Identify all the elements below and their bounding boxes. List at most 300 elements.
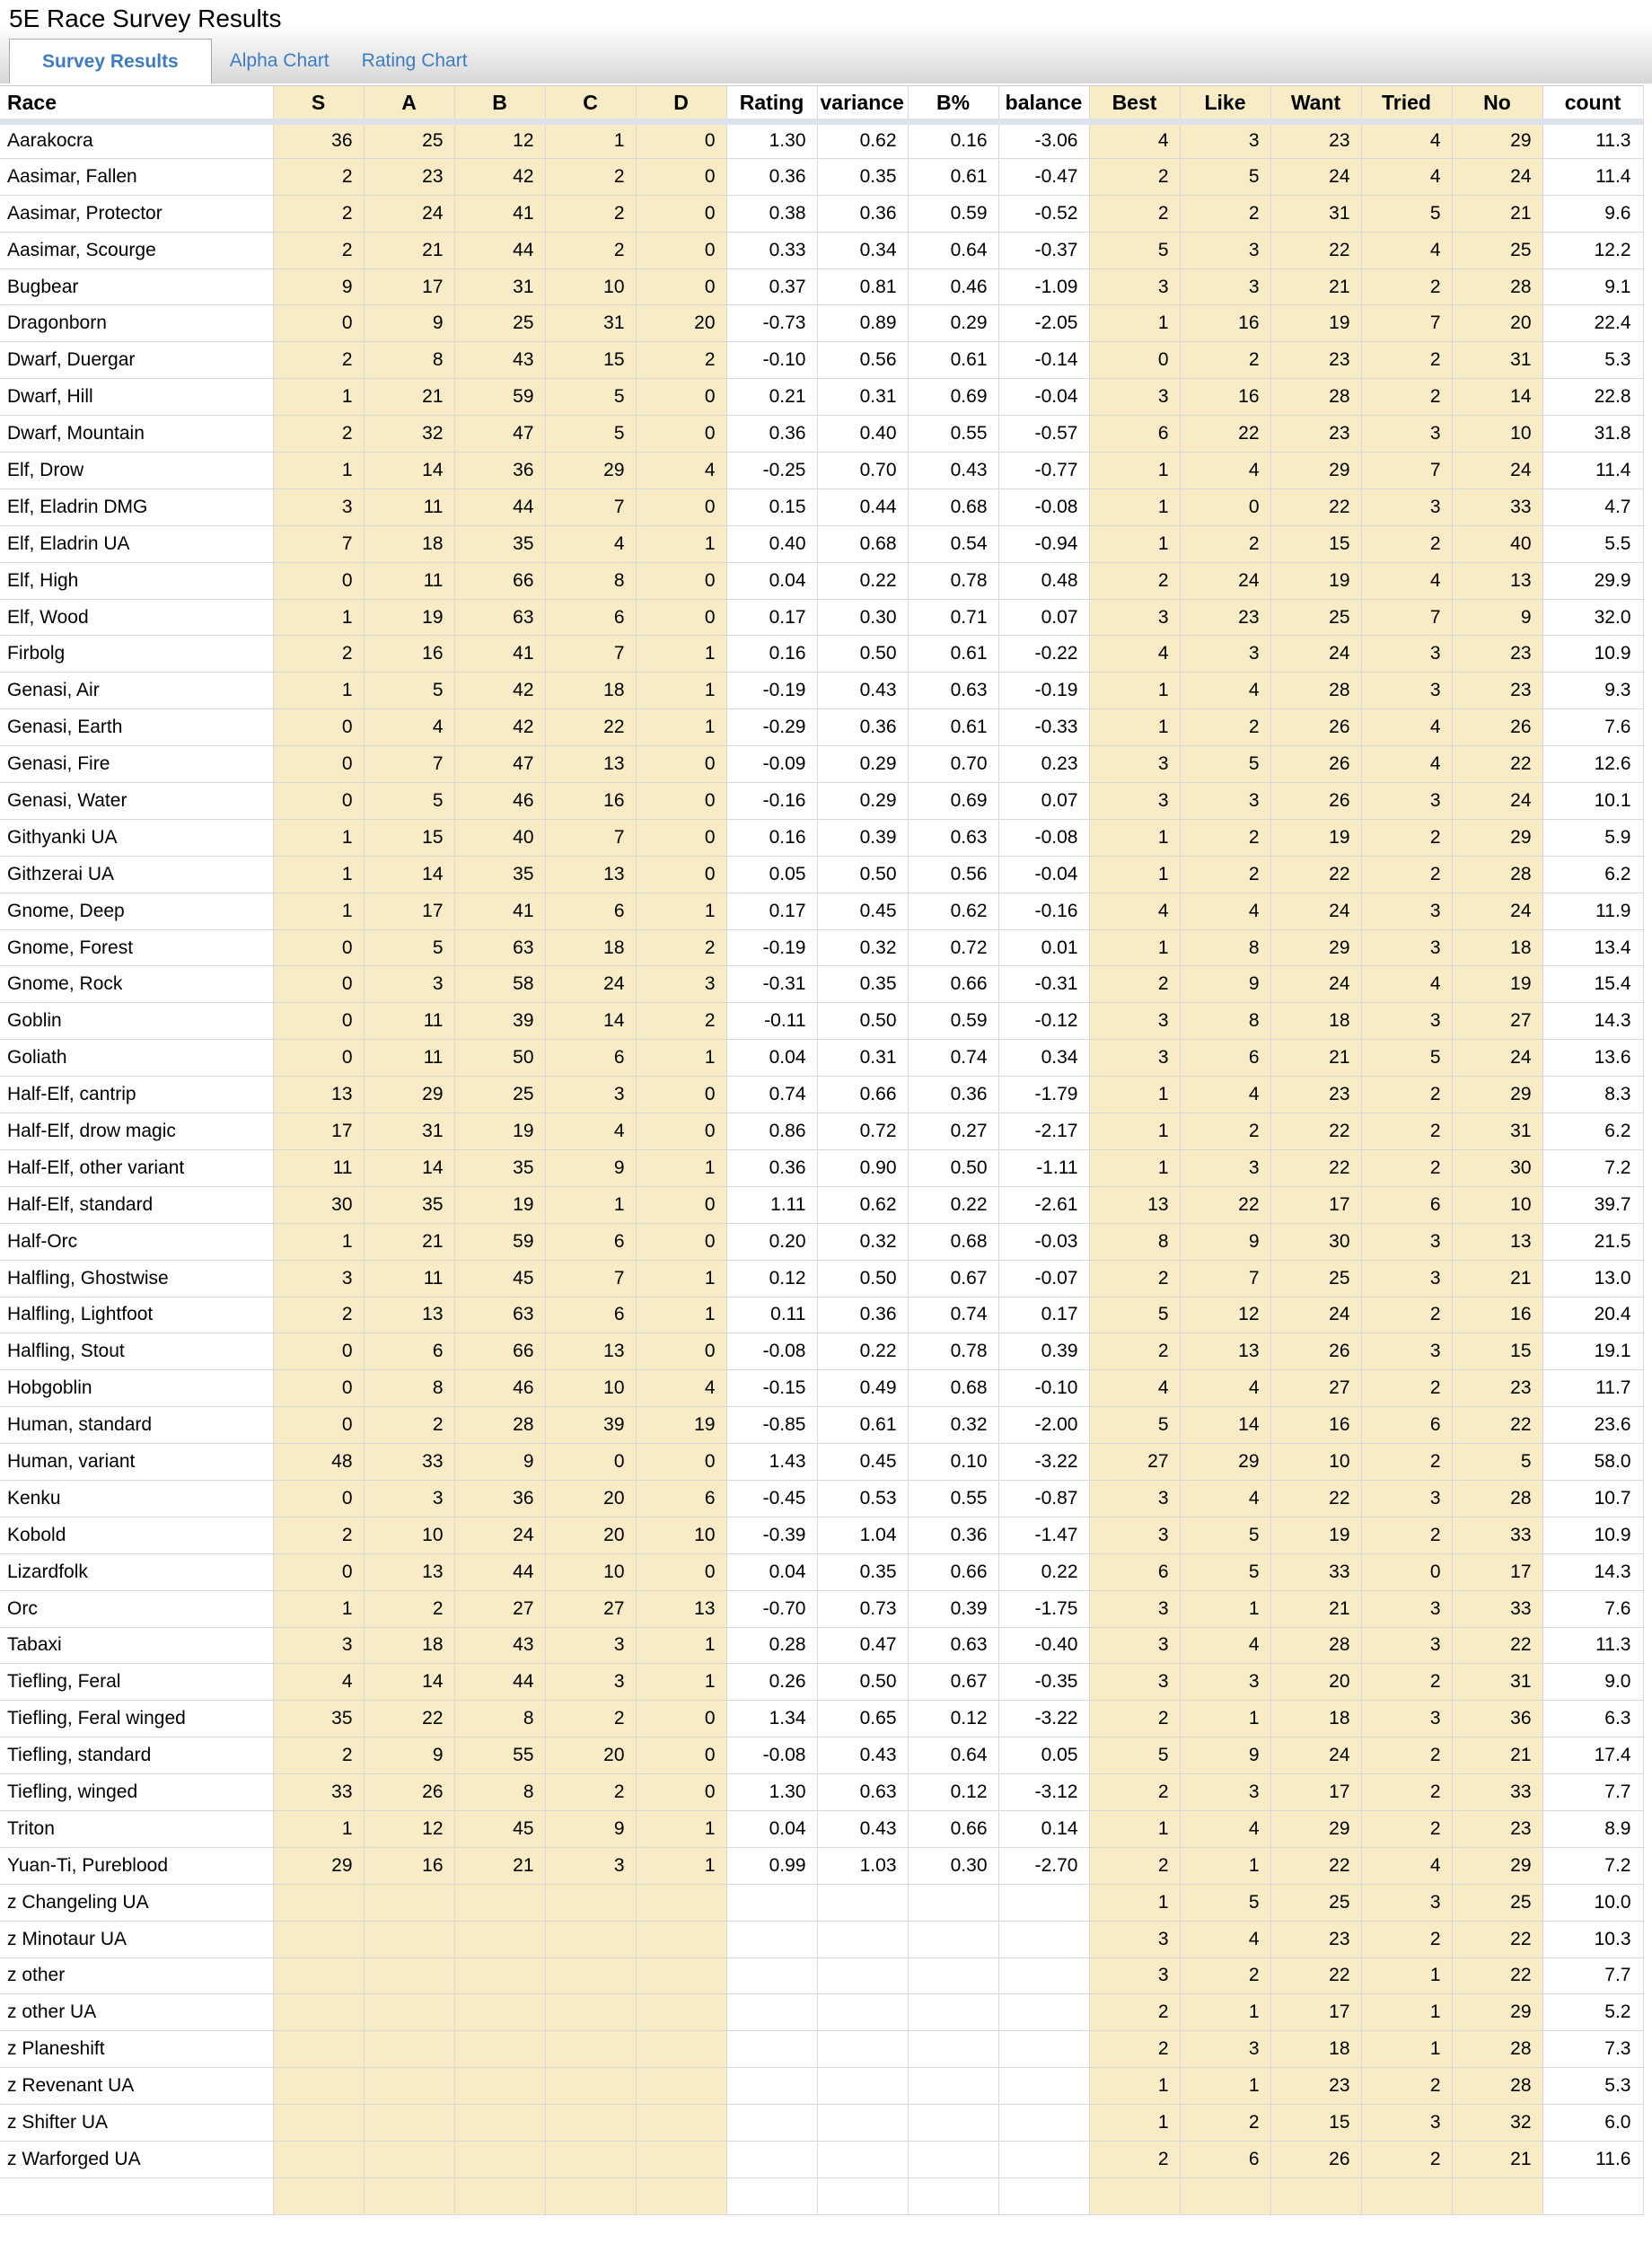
value-cell: 0.34 (998, 1040, 1089, 1077)
value-cell: 0 (636, 1553, 726, 1590)
value-cell: 4 (1361, 746, 1452, 783)
race-cell: Aarakocra (0, 122, 273, 159)
value-cell: 24 (364, 195, 454, 232)
value-cell (998, 1884, 1089, 1921)
value-cell: 0.43 (817, 1737, 908, 1774)
value-cell: -0.57 (998, 416, 1089, 453)
value-cell: 0.50 (817, 856, 908, 893)
table-row (0, 1003, 1643, 1040)
value-cell: 1 (1089, 525, 1180, 562)
value-cell (908, 1921, 998, 1957)
value-cell: 17 (273, 1113, 364, 1150)
value-cell (364, 2141, 454, 2177)
race-cell: Kobold (0, 1517, 273, 1553)
value-cell: 0.90 (817, 1149, 908, 1186)
value-cell: 0 (636, 232, 726, 268)
value-cell: -0.94 (998, 525, 1089, 562)
value-cell: 2 (273, 636, 364, 673)
value-cell: 0 (273, 746, 364, 783)
value-cell: 4 (1180, 1077, 1270, 1113)
value-cell: 8 (364, 342, 454, 379)
value-cell: -1.09 (998, 268, 1089, 305)
value-cell: 0 (273, 1333, 364, 1370)
table-row (0, 1113, 1643, 1150)
value-cell: 35 (454, 1149, 545, 1186)
value-cell: 31 (1452, 1113, 1542, 1150)
table-row (0, 1333, 1643, 1370)
value-cell: 5 (1361, 1040, 1452, 1077)
value-cell: 36 (454, 1480, 545, 1517)
value-cell: 5 (364, 929, 454, 966)
value-cell: 0.48 (998, 562, 1089, 599)
value-cell: 23 (1452, 636, 1542, 673)
value-cell: 42 (454, 673, 545, 709)
value-cell: 9.1 (1542, 268, 1643, 305)
column-header-balance: balance (998, 86, 1089, 122)
value-cell: 0.36 (817, 195, 908, 232)
value-cell (364, 1994, 454, 2031)
value-cell: 44 (454, 1553, 545, 1590)
value-cell: -0.37 (998, 232, 1089, 268)
value-cell: 22 (1270, 1480, 1361, 1517)
value-cell: 4 (1361, 966, 1452, 1003)
value-cell: 4 (1180, 1370, 1270, 1407)
value-cell: 1 (273, 893, 364, 929)
value-cell: -0.10 (726, 342, 817, 379)
value-cell: 22 (1270, 232, 1361, 268)
value-cell: 0.71 (908, 599, 998, 636)
value-cell (636, 2068, 726, 2105)
value-cell: 0.35 (817, 1553, 908, 1590)
top-bar (0, 0, 1652, 84)
value-cell: 36 (1452, 1701, 1542, 1737)
value-cell: 13 (1452, 562, 1542, 599)
value-cell: 19.1 (1542, 1333, 1643, 1370)
value-cell: 63 (454, 929, 545, 966)
value-cell (545, 2141, 636, 2177)
value-cell: 28 (1452, 1480, 1542, 1517)
value-cell (817, 2031, 908, 2068)
value-cell: -0.29 (726, 709, 817, 746)
value-cell: 11 (364, 488, 454, 525)
value-cell: 63 (454, 599, 545, 636)
value-cell: 20 (545, 1737, 636, 1774)
page-title: 5E Race Survey Results (9, 4, 282, 32)
value-cell: 3 (1361, 1590, 1452, 1627)
value-cell: 0.26 (726, 1664, 817, 1701)
race-cell: Triton (0, 1810, 273, 1847)
value-cell: 0 (636, 1223, 726, 1260)
value-cell: 31 (454, 268, 545, 305)
value-cell: 8 (545, 562, 636, 599)
race-cell: Human, standard (0, 1407, 273, 1444)
value-cell: 2 (1089, 562, 1180, 599)
value-cell: 2 (1089, 966, 1180, 1003)
value-cell: 42 (454, 709, 545, 746)
value-cell: 28 (1452, 856, 1542, 893)
value-cell: -0.08 (998, 819, 1089, 856)
value-cell: 3 (273, 1627, 364, 1664)
value-cell: 0 (636, 1774, 726, 1811)
value-cell: 2 (636, 929, 726, 966)
value-cell: 10 (545, 1553, 636, 1590)
value-cell: 0.68 (908, 1370, 998, 1407)
race-cell: z Changeling UA (0, 1884, 273, 1921)
value-cell: 18 (1270, 2031, 1361, 2068)
value-cell: 1 (636, 1847, 726, 1884)
race-cell: Githyanki UA (0, 819, 273, 856)
value-cell: 0.43 (817, 673, 908, 709)
value-cell: 16 (1180, 305, 1270, 342)
value-cell: 0.66 (908, 1553, 998, 1590)
value-cell: 24 (1270, 1297, 1361, 1333)
value-cell: 0.28 (726, 1627, 817, 1664)
value-cell: 23 (1270, 416, 1361, 453)
value-cell: 30 (1270, 1223, 1361, 1260)
race-cell: Tiefling, Feral (0, 1664, 273, 1701)
value-cell (998, 2068, 1089, 2105)
value-cell: 0 (273, 966, 364, 1003)
value-cell: 63 (454, 1297, 545, 1333)
value-cell: 2 (1089, 1847, 1180, 1884)
value-cell: 2 (1089, 1701, 1180, 1737)
value-cell (273, 2105, 364, 2142)
value-cell: 14 (1452, 379, 1542, 416)
table-row (0, 636, 1643, 673)
value-cell: 2 (1361, 2068, 1452, 2105)
value-cell: 5.2 (1542, 1994, 1643, 2031)
value-cell: 0 (1361, 1553, 1452, 1590)
value-cell: 5 (364, 783, 454, 820)
value-cell: -0.31 (726, 966, 817, 1003)
value-cell: 29 (1270, 453, 1361, 489)
value-cell: 18 (1270, 1701, 1361, 1737)
value-cell: 0.64 (908, 232, 998, 268)
value-cell: 1 (1089, 856, 1180, 893)
column-header-want: Want (1270, 86, 1361, 122)
race-cell: Half-Elf, drow magic (0, 1113, 273, 1150)
race-cell: Tiefling, winged (0, 1774, 273, 1811)
value-cell: 10.1 (1542, 783, 1643, 820)
value-cell: -1.47 (998, 1517, 1089, 1553)
value-cell: 0.89 (817, 305, 908, 342)
value-cell: 0.68 (908, 488, 998, 525)
table-row (0, 1957, 1643, 1994)
value-cell: 0 (636, 562, 726, 599)
value-cell: 3 (1361, 1701, 1452, 1737)
value-cell (273, 2068, 364, 2105)
value-cell: 17 (1270, 1774, 1361, 1811)
value-cell: 1 (273, 1223, 364, 1260)
race-cell: Orc (0, 1590, 273, 1627)
value-cell: 0.15 (726, 488, 817, 525)
value-cell: 44 (454, 232, 545, 268)
value-cell: -0.12 (998, 1003, 1089, 1040)
value-cell: 8.9 (1542, 1810, 1643, 1847)
column-header-b-: B% (908, 86, 998, 122)
value-cell: 31.8 (1542, 416, 1643, 453)
table-row (0, 232, 1643, 268)
value-cell: 8.3 (1542, 1077, 1643, 1113)
race-cell: Dwarf, Mountain (0, 416, 273, 453)
value-cell: 0 (636, 1186, 726, 1223)
table-row-partial (0, 2177, 1643, 2214)
race-cell: Genasi, Earth (0, 709, 273, 746)
race-cell: Gnome, Rock (0, 966, 273, 1003)
value-cell: 1 (1089, 1810, 1180, 1847)
table-row (0, 453, 1643, 489)
value-cell: 2 (1180, 1113, 1270, 1150)
race-cell: Genasi, Air (0, 673, 273, 709)
value-cell (636, 2177, 726, 2214)
value-cell: 0 (636, 1077, 726, 1113)
value-cell: 10 (545, 268, 636, 305)
value-cell (273, 1957, 364, 1994)
value-cell: 46 (454, 1370, 545, 1407)
value-cell: 0.43 (817, 1810, 908, 1847)
race-cell: Lizardfolk (0, 1553, 273, 1590)
value-cell: 21 (454, 1847, 545, 1884)
value-cell (817, 1884, 908, 1921)
value-cell: 26 (1270, 2141, 1361, 2177)
value-cell: 5.9 (1542, 819, 1643, 856)
value-cell: -0.33 (998, 709, 1089, 746)
value-cell: 1 (1180, 1994, 1270, 2031)
value-cell: 6.2 (1542, 1113, 1643, 1150)
value-cell: 3 (1180, 1664, 1270, 1701)
race-cell: z Planeshift (0, 2031, 273, 2068)
value-cell: 0.23 (998, 746, 1089, 783)
value-cell: 0.07 (998, 599, 1089, 636)
value-cell: 0.74 (908, 1297, 998, 1333)
value-cell: 1 (273, 1810, 364, 1847)
value-cell: 0.54 (908, 525, 998, 562)
value-cell: 0.99 (726, 1847, 817, 1884)
value-cell: 2 (1361, 525, 1452, 562)
value-cell: 1 (1089, 673, 1180, 709)
value-cell: 3 (1361, 1884, 1452, 1921)
value-cell: 0 (636, 819, 726, 856)
value-cell: 29 (273, 1847, 364, 1884)
value-cell (1361, 2177, 1452, 2214)
tab-survey-results[interactable]: Survey Results (9, 39, 212, 84)
value-cell: 0 (636, 1737, 726, 1774)
value-cell: 24 (454, 1517, 545, 1553)
value-cell: -0.35 (998, 1664, 1089, 1701)
value-cell (726, 2105, 817, 2142)
value-cell: 26 (1452, 709, 1542, 746)
table-row (0, 1553, 1643, 1590)
value-cell: 8 (1180, 1003, 1270, 1040)
value-cell: 0.68 (908, 1223, 998, 1260)
value-cell: 2 (1089, 1994, 1180, 2031)
value-cell (364, 1957, 454, 1994)
value-cell: 1 (1089, 305, 1180, 342)
value-cell: 3 (1180, 783, 1270, 820)
value-cell: 22 (1180, 1186, 1270, 1223)
value-cell: 15 (1270, 525, 1361, 562)
race-cell: Bugbear (0, 268, 273, 305)
column-header-c: C (545, 86, 636, 122)
value-cell: 11.4 (1542, 453, 1643, 489)
value-cell: -0.45 (726, 1480, 817, 1517)
value-cell (908, 2177, 998, 2214)
race-cell: Tiefling, Feral winged (0, 1701, 273, 1737)
value-cell: 28 (1452, 268, 1542, 305)
value-cell: 9 (364, 305, 454, 342)
value-cell: 17 (1452, 1553, 1542, 1590)
value-cell: 3 (1089, 746, 1180, 783)
value-cell: 4 (636, 453, 726, 489)
value-cell (726, 2031, 817, 2068)
value-cell: 0.32 (908, 1407, 998, 1444)
value-cell: -0.25 (726, 453, 817, 489)
value-cell: 17 (364, 268, 454, 305)
value-cell: 10 (1452, 416, 1542, 453)
value-cell (545, 2031, 636, 2068)
value-cell: 13 (1180, 1333, 1270, 1370)
value-cell (545, 1884, 636, 1921)
value-cell: 2 (1361, 342, 1452, 379)
value-cell: 6.2 (1542, 856, 1643, 893)
value-cell: 3 (1089, 783, 1180, 820)
table-row (0, 1260, 1643, 1297)
value-cell: 5 (1089, 1407, 1180, 1444)
value-cell: 1.43 (726, 1444, 817, 1481)
value-cell: 2 (636, 1003, 726, 1040)
value-cell: 0 (273, 1370, 364, 1407)
value-cell: 0.45 (817, 1444, 908, 1481)
value-cell: -1.11 (998, 1149, 1089, 1186)
value-cell: 5 (1180, 1884, 1270, 1921)
value-cell: 0.47 (817, 1627, 908, 1664)
table-row (0, 1810, 1643, 1847)
race-cell: Tiefling, standard (0, 1737, 273, 1774)
race-cell: Dwarf, Hill (0, 379, 273, 416)
value-cell: 0.32 (817, 1223, 908, 1260)
value-cell: -0.16 (726, 783, 817, 820)
value-cell: 12 (364, 1810, 454, 1847)
value-cell: 27 (454, 1590, 545, 1627)
value-cell: 0 (636, 1444, 726, 1481)
value-cell: 2 (1361, 1297, 1452, 1333)
value-cell: 1 (1089, 2068, 1180, 2105)
value-cell: 2 (1361, 379, 1452, 416)
value-cell: 7.7 (1542, 1774, 1643, 1811)
value-cell: 2 (1361, 1810, 1452, 1847)
value-cell: 0.35 (817, 158, 908, 195)
column-header-rating: Rating (726, 86, 817, 122)
value-cell: 1 (1361, 1994, 1452, 2031)
race-cell: z other (0, 1957, 273, 1994)
table-row (0, 562, 1643, 599)
value-cell: 48 (273, 1444, 364, 1481)
value-cell: 36 (454, 453, 545, 489)
value-cell: 28 (1452, 2031, 1542, 2068)
value-cell: 40 (1452, 525, 1542, 562)
value-cell: 6 (545, 893, 636, 929)
value-cell: 4 (1089, 893, 1180, 929)
value-cell: 25 (1270, 599, 1361, 636)
value-cell: -0.31 (998, 966, 1089, 1003)
value-cell: 25 (1270, 1260, 1361, 1297)
value-cell: 25 (454, 305, 545, 342)
value-cell: 3 (1361, 673, 1452, 709)
value-cell (364, 2031, 454, 2068)
value-cell: 3 (545, 1077, 636, 1113)
value-cell: 0.04 (726, 562, 817, 599)
value-cell: 0.37 (726, 268, 817, 305)
value-cell: 45 (454, 1260, 545, 1297)
value-cell: 0.62 (908, 893, 998, 929)
value-cell: 0 (636, 1701, 726, 1737)
table-row (0, 122, 1643, 159)
race-cell: Genasi, Fire (0, 746, 273, 783)
value-cell: 9 (273, 268, 364, 305)
value-cell: 19 (454, 1113, 545, 1150)
value-cell: 2 (545, 232, 636, 268)
value-cell: 5 (1180, 1553, 1270, 1590)
value-cell: 0.22 (998, 1553, 1089, 1590)
value-cell: 6 (545, 1297, 636, 1333)
value-cell: 5 (1180, 1517, 1270, 1553)
value-cell: 0.36 (726, 416, 817, 453)
tab-alpha-chart[interactable]: Alpha Chart (229, 50, 330, 71)
value-cell: 10 (545, 1370, 636, 1407)
value-cell: 0.01 (998, 929, 1089, 966)
value-cell: 5 (545, 379, 636, 416)
value-cell: 5.3 (1542, 2068, 1643, 2105)
value-cell: 3 (1361, 1260, 1452, 1297)
value-cell: 0.29 (817, 783, 908, 820)
value-cell: 7 (545, 488, 636, 525)
table-row (0, 268, 1643, 305)
value-cell: 2 (636, 342, 726, 379)
value-cell: 29 (1452, 122, 1542, 159)
race-cell: Halfling, Lightfoot (0, 1297, 273, 1333)
value-cell: 66 (454, 562, 545, 599)
race-cell: Aasimar, Scourge (0, 232, 273, 268)
value-cell (998, 2177, 1089, 2214)
value-cell: 13 (1452, 1223, 1542, 1260)
table-row (0, 416, 1643, 453)
value-cell: 18 (545, 673, 636, 709)
value-cell: 9 (545, 1810, 636, 1847)
race-cell: z Warforged UA (0, 2141, 273, 2177)
value-cell: 0.21 (726, 379, 817, 416)
value-cell: -0.04 (998, 379, 1089, 416)
tab-rating-chart[interactable]: Rating Chart (361, 50, 468, 71)
value-cell: 2 (1180, 709, 1270, 746)
value-cell: 13 (364, 1297, 454, 1333)
value-cell: 47 (454, 746, 545, 783)
column-header-tried: Tried (1361, 86, 1452, 122)
value-cell: 1.30 (726, 122, 817, 159)
value-cell: 25 (364, 122, 454, 159)
value-cell: 19 (454, 1186, 545, 1223)
value-cell: 8 (364, 1370, 454, 1407)
column-header-count: count (1542, 86, 1643, 122)
value-cell: 4 (1180, 673, 1270, 709)
value-cell: 31 (1452, 1664, 1542, 1701)
value-cell: -0.15 (726, 1370, 817, 1407)
value-cell: 7 (545, 636, 636, 673)
value-cell: 20 (1270, 1664, 1361, 1701)
value-cell: 0 (273, 1407, 364, 1444)
value-cell: 1 (1180, 2068, 1270, 2105)
value-cell: 4 (636, 1370, 726, 1407)
value-cell: 3 (273, 1260, 364, 1297)
